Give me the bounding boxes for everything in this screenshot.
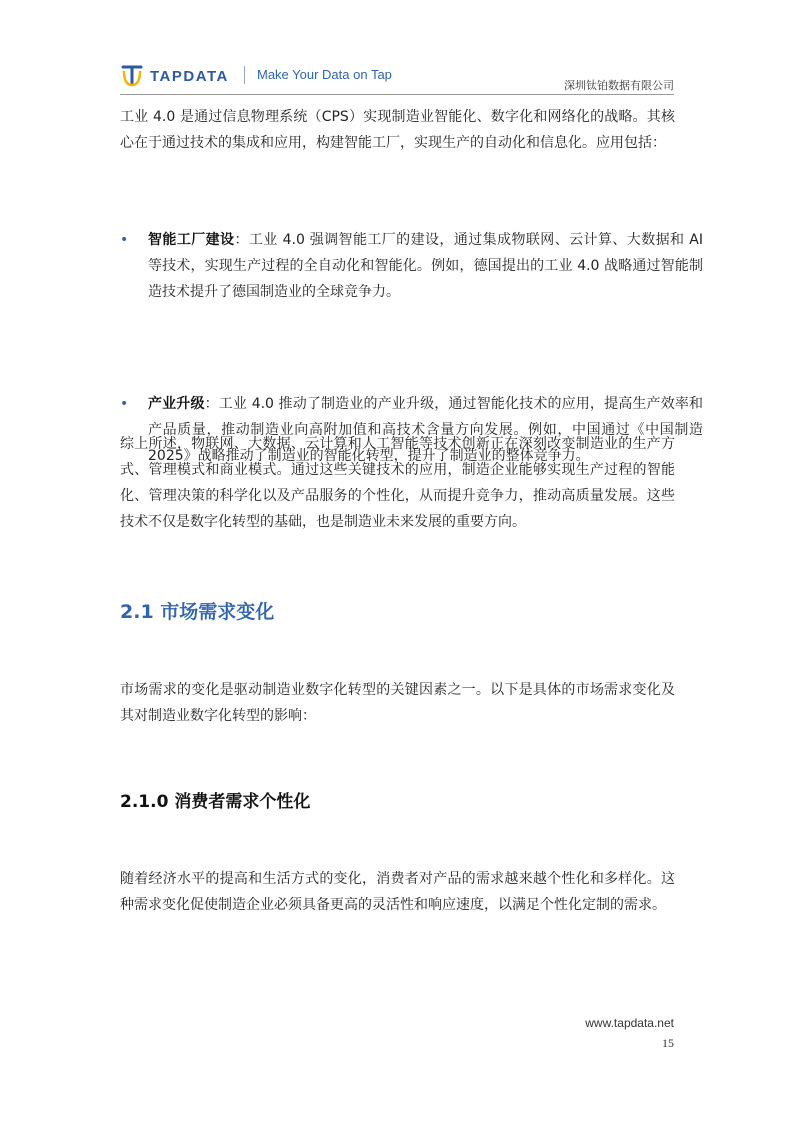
bullet-smart-factory-body: ：工业 4.0 强调智能工厂的建设，通过集成物联网、云计算、大数据和 AI 等技术，实现生产过程的全自动化和智能化。例如，德国提出的工业 4.0 战略通过智能制造技术提升了德国制造业的全球竞争力。 [148,232,704,300]
header-divider [244,66,245,84]
bullet-smart-factory-text [148,227,703,305]
logo-wordmark: TAPDATA [150,67,229,85]
tapdata-logo [120,64,229,88]
tapdata-logo-icon [120,64,146,88]
summary-paragraph: 综上所述，物联网、大数据、云计算和人工智能等技术创新正在深刻改变制造业的生产方式、管理模式和商业模式。通过这些关键技术的应用，制造企业能够实现生产过程的智能化、管理决策的科学化以及产品服务的个性化，从而提升竞争力，推动高质量发展。这些技术不仅是数字化转型的基础，也是制造业未来发展的重要方向。 [120,436,675,530]
header-slogan: Make Your Data on Tap [257,67,392,82]
intro-paragraph-block [120,104,675,156]
footer-url: www.tapdata.net [585,1016,674,1030]
bullet-dot: • [120,232,129,248]
subsection-title: 2.1.0 消费者需求个性化 [120,792,311,812]
page-header [120,62,674,95]
company-name: 深圳钛铂数据有限公司 [564,79,674,92]
bullet-industry-upgrade-label: 产业升级 [148,396,205,412]
summary-paragraph-block [120,431,675,535]
bullet-dot: • [120,396,129,412]
bullet-industry-upgrade-body: ：工业 4.0 推动了制造业的产业升级，通过智能化技术的应用，提高生产效率和产品质量，推动制造业向高附加值和高技术含量方向发展。例如，中国通过《中国制造 2025》战略推动了制造业的智能化转型，提升了制造业的整体竞争力。 [148,396,704,464]
section-title: 2.1 市场需求变化 [120,601,275,623]
bullet-smart-factory [120,227,703,305]
intro-paragraph: 工业 4.0 是通过信息物理系统（CPS）实现制造业智能化、数字化和网络化的战略。其核心在于通过技术的集成和应用，构建智能工厂，实现生产的自动化和信息化。应用包括： [120,109,675,151]
page-number: 15 [662,1036,674,1050]
section-intro: 市场需求的变化是驱动制造业数字化转型的关键因素之一。以下是具体的市场需求变化及其对制造业数字化转型的影响： [120,682,675,724]
subsection-text-block [120,866,675,918]
bullet-smart-factory-label: 智能工厂建设 [148,232,235,248]
subsection-heading-block [120,789,675,815]
section-intro-block [120,677,675,729]
subsection-text: 随着经济水平的提高和生活方式的变化，消费者对产品的需求越来越个性化和多样化。这种需求变化促使制造企业必须具备更高的灵活性和响应速度，以满足个性化定制的需求。 [120,871,675,913]
section-heading-block [120,598,675,626]
